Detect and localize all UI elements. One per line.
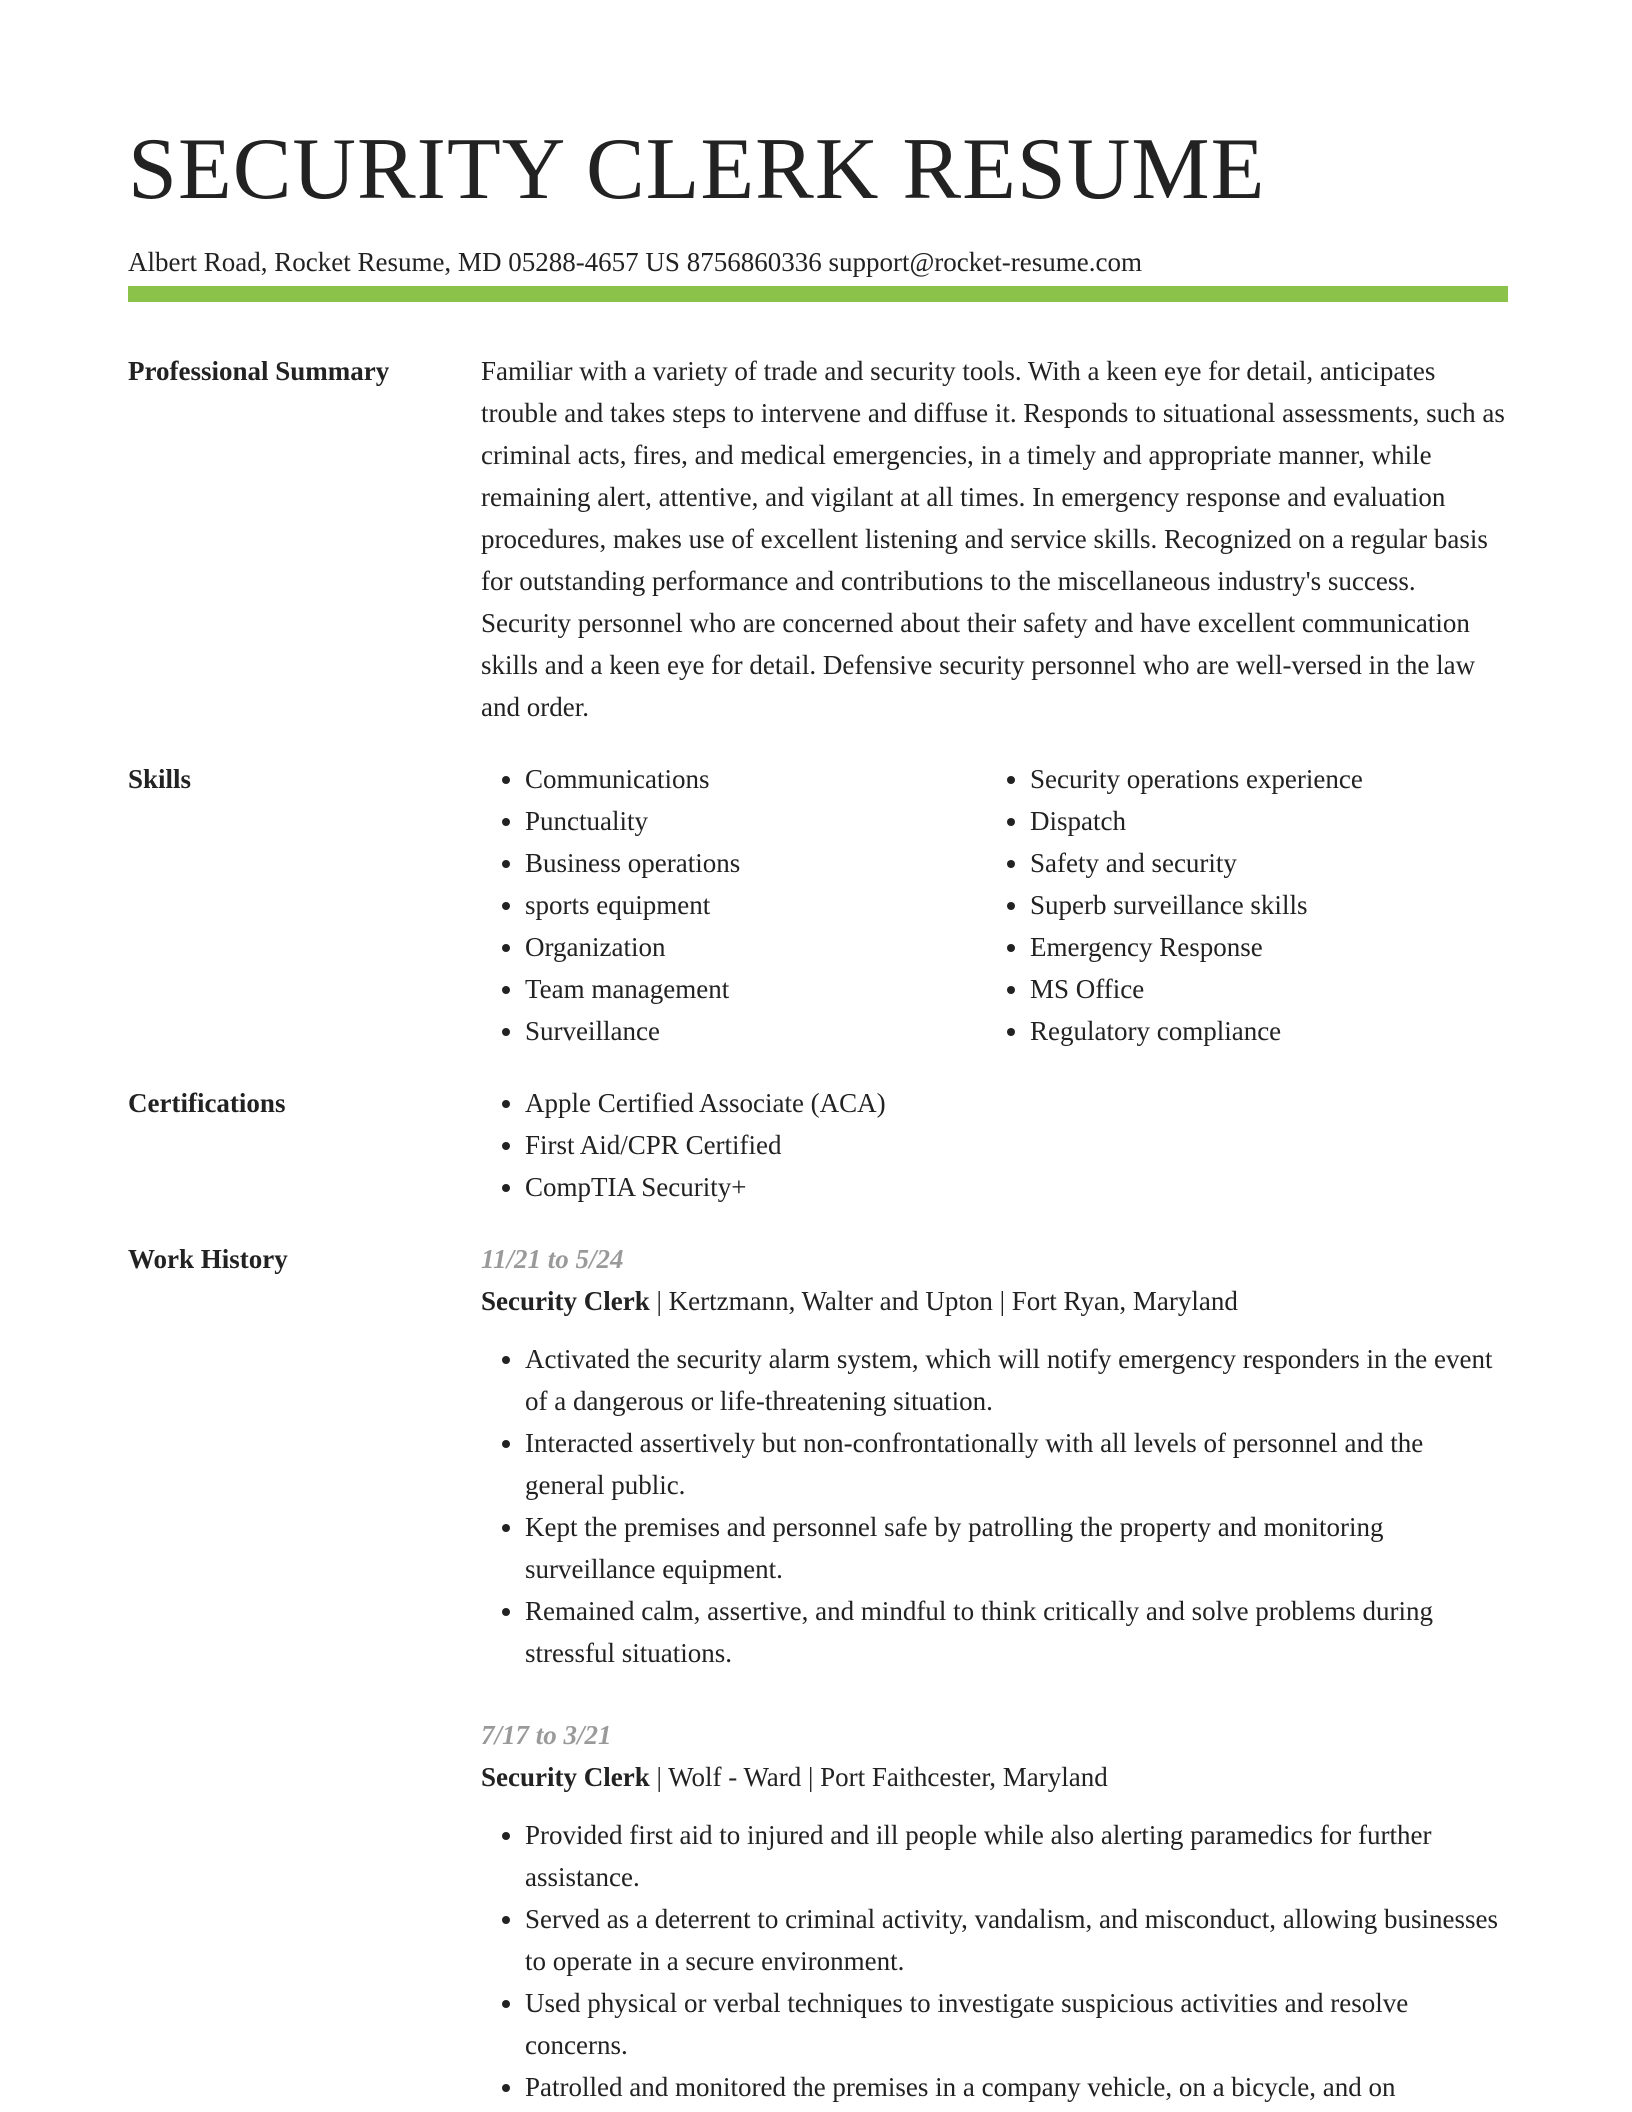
resume-header — [128, 118, 1508, 280]
header-accent-rule — [128, 286, 1508, 302]
skill-item: • Security operations experience — [1030, 758, 1491, 800]
skill-item: • Team management — [525, 968, 986, 1010]
certification-item: • CompTIA Security+ — [525, 1166, 1508, 1208]
skill-item: • Emergency Response — [1030, 926, 1491, 968]
skills-list-right — [986, 758, 1491, 1052]
section-work-history — [128, 1238, 1508, 2112]
certification-item: • Apple Certified Associate (ACA) — [525, 1082, 1508, 1124]
skill-item: • sports equipment — [525, 884, 986, 926]
job-title: Security Clerk — [481, 1762, 650, 1792]
job-entry — [481, 1238, 1508, 1674]
skill-item: • Organization — [525, 926, 986, 968]
job-title: Security Clerk — [481, 1286, 650, 1316]
skills-list-left — [481, 758, 986, 1052]
section-body — [481, 758, 1508, 1052]
skill-item: • Communications — [525, 758, 986, 800]
job-bullet: • Provided first aid to injured and ill people while also alerting paramedics for further assistance. — [525, 1814, 1508, 1898]
skill-item: • Business operations — [525, 842, 986, 884]
skill-item: • Surveillance — [525, 1010, 986, 1052]
job-employer-location: | Kertzmann, Walter and Upton | Fort Ryan, Maryland — [649, 1286, 1238, 1316]
contact-line: Albert Road, Rocket Resume, MD 05288-4657 US 8756860336 support@rocket-resume.com — [128, 247, 1142, 277]
job-employer-location: | Wolf - Ward | Port Faithcester, Maryland — [649, 1762, 1108, 1792]
section-body — [481, 350, 1508, 728]
job-heading — [481, 1756, 1508, 1798]
skill-item: • Safety and security — [1030, 842, 1491, 884]
section-body — [481, 1082, 1508, 1208]
job-bullet: • Activated the security alarm system, which will notify emergency responders in the event of a dangerous or life-threatening situation. — [525, 1338, 1508, 1422]
resume-title: SECURITY CLERK RESUME — [128, 121, 1266, 218]
job-bullet: • Interacted assertively but non-confrontationally with all levels of personnel and the general public. — [525, 1422, 1508, 1506]
skills-columns — [481, 758, 1508, 1052]
section-certifications — [128, 1082, 1508, 1208]
resume-sections — [128, 350, 1508, 2112]
job-bullet: • Kept the premises and personnel safe by patrolling the property and monitoring surveillance equipment. — [525, 1506, 1508, 1590]
certification-item: • First Aid/CPR Certified — [525, 1124, 1508, 1166]
job-bullet: • Remained calm, assertive, and mindful to think critically and solve problems during stressful situations. — [525, 1590, 1508, 1674]
section-professional-summary — [128, 350, 1508, 728]
job-entry — [481, 1714, 1508, 2108]
certifications-list — [481, 1082, 1508, 1208]
job-bullet: • Used physical or verbal techniques to investigate suspicious activities and resolve concerns. — [525, 1982, 1508, 2066]
skill-item: • Dispatch — [1030, 800, 1491, 842]
skill-item: • Superb surveillance skills — [1030, 884, 1491, 926]
section-skills — [128, 758, 1508, 1052]
job-bullet: • Served as a deterrent to criminal activity, vandalism, and misconduct, allowing businesses to operate in a secure environment. — [525, 1898, 1508, 1982]
section-label: Certifications — [128, 1088, 286, 1118]
job-bullet: • Patrolled and monitored the premises in a company vehicle, on a bicycle, and on — [525, 2066, 1508, 2108]
skill-item: • Punctuality — [525, 800, 986, 842]
section-label: Work History — [128, 1244, 288, 1274]
job-bullets — [481, 1338, 1508, 1674]
job-heading — [481, 1280, 1508, 1322]
job-bullets — [481, 1814, 1508, 2108]
skill-item: • Regulatory compliance — [1030, 1010, 1491, 1052]
job-dates: 11/21 to 5/24 — [481, 1244, 624, 1274]
job-dates: 7/17 to 3/21 — [481, 1720, 612, 1750]
section-label: Skills — [128, 764, 192, 794]
section-body — [481, 1238, 1508, 2112]
section-label: Professional Summary — [128, 356, 390, 386]
summary-paragraph: Familiar with a variety of trade and security tools. With a keen eye for detail, anticipates trouble and takes steps to intervene and diffuse it. Responds to situational assessments, such as criminal acts, fires, and medical emergencies, in a timely and appropriate manner, while remaining alert, attentive, and vigilant at all times. In emergency response and evaluation procedures, makes use of excellent listening and service skills. Recognized on a regular basis for outstanding performance and contributions to the miscellaneous industry's success. Security personnel who are concerned about their safety and have excellent communication skills and a keen eye for detail. Defensive security personnel who are well-versed in the law and order. — [481, 356, 1505, 722]
skill-item: • MS Office — [1030, 968, 1491, 1010]
